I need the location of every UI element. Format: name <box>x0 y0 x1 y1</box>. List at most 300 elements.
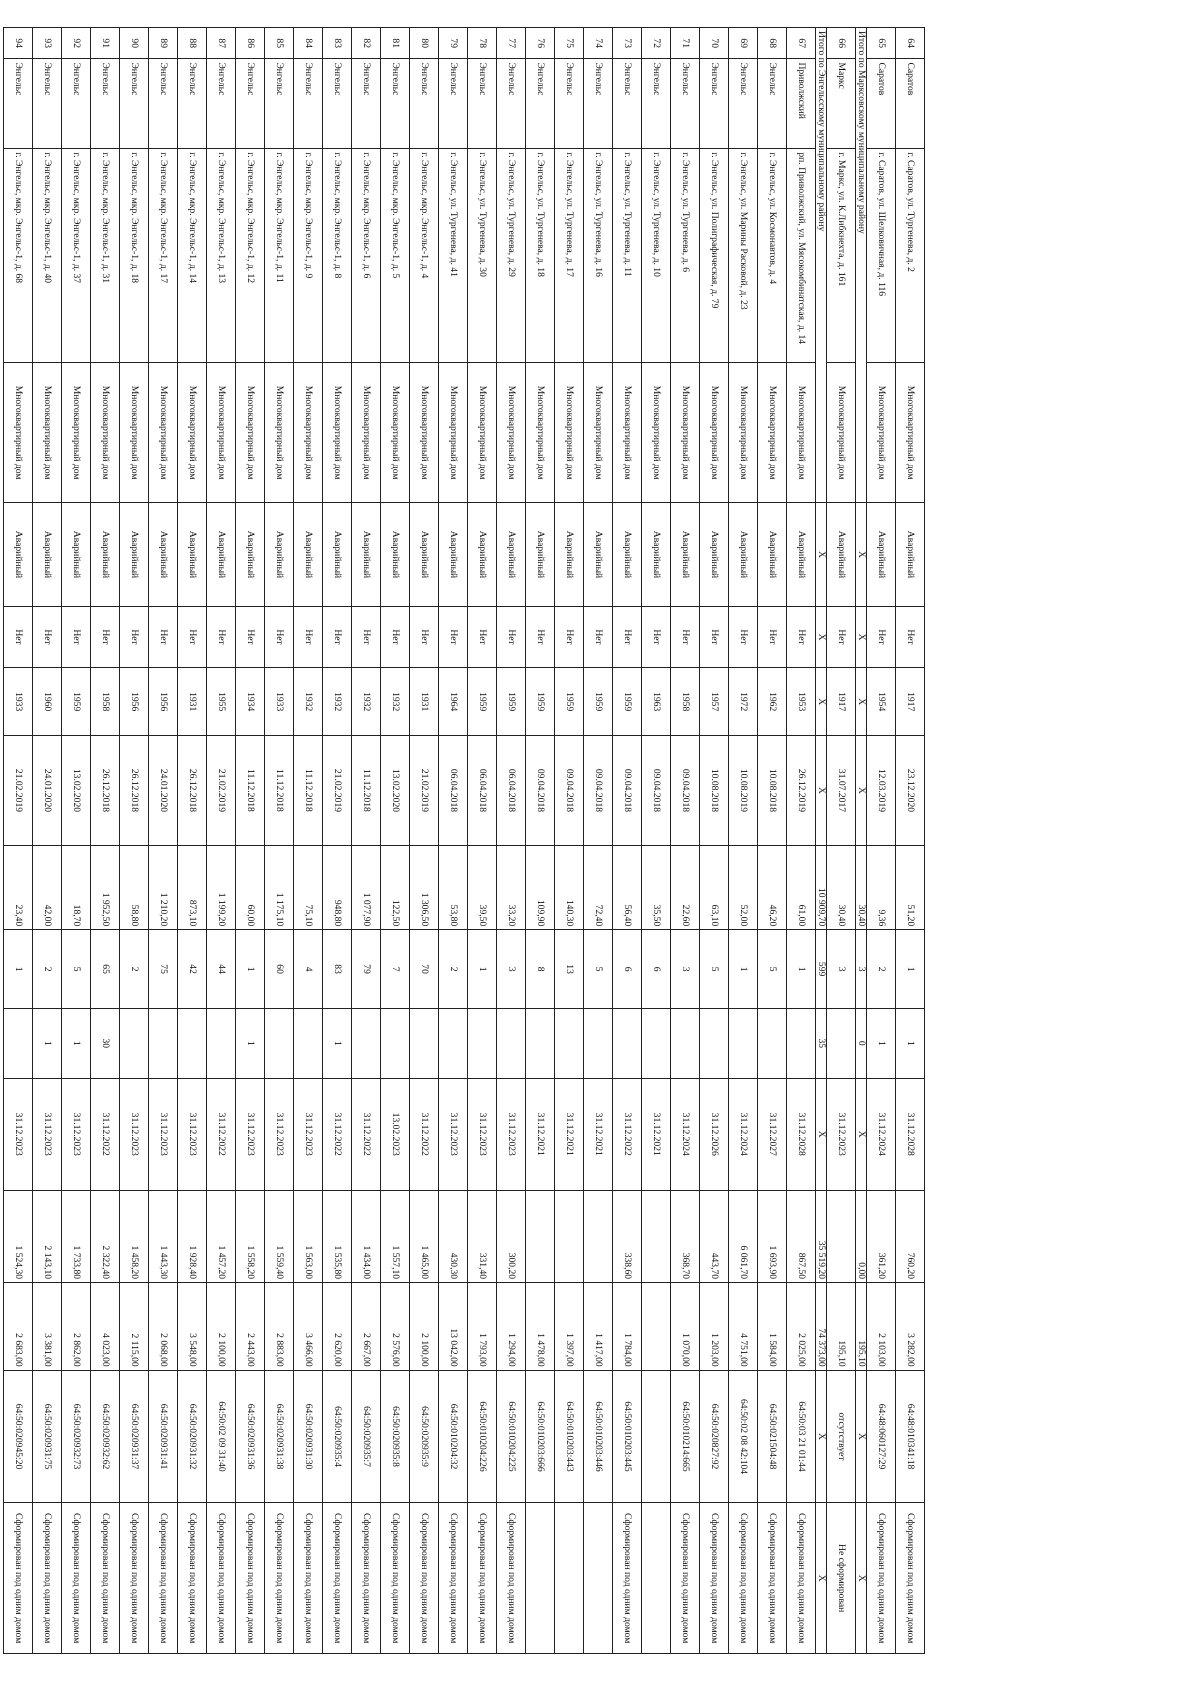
cell-building-type: Многоквартирный дом <box>867 362 896 502</box>
cell-land-status <box>641 1503 670 1654</box>
cell-address: г. Саратов, ул. Тургенева, д. 2 <box>896 149 925 363</box>
cell-address: г. Энгельс, мкр. Энгельс-1, д. 5 <box>380 149 409 363</box>
cell-status: Аварийный <box>583 503 612 606</box>
cell-area: 35,50 <box>641 846 670 930</box>
cell-row-number: 69 <box>728 28 757 59</box>
cell-relocation-date: 31.12.2023 <box>293 1078 322 1190</box>
rotated-document-page <box>12 27 925 1654</box>
cell-settlement: Энгельс <box>496 59 525 149</box>
cell-included-flag: Нет <box>32 606 61 668</box>
cell-included-flag: Нет <box>61 606 90 668</box>
cell-row-number: 90 <box>119 28 148 59</box>
cell-area-2: 1 443,30 <box>148 1190 177 1282</box>
cell-cadastral-number: 64:50:020945:20 <box>3 1370 32 1503</box>
cell-residents: 44 <box>206 930 235 1009</box>
cell-row-number: 72 <box>641 28 670 59</box>
cell-included-flag: Нет <box>438 606 467 668</box>
cell-status: Аварийный <box>612 503 641 606</box>
cell-relocation-date: 31.12.2024 <box>670 1078 699 1190</box>
cell-recognition-date: 26.12.2018 <box>177 735 206 845</box>
subtotal-cell-build-year: X <box>815 668 826 735</box>
cell-recognition-date: 09.04.2018 <box>641 735 670 845</box>
cell-row-number: 76 <box>525 28 554 59</box>
cell-build-year: 1933 <box>264 668 293 735</box>
cell-recognition-date: 13.02.2020 <box>61 735 90 845</box>
cell-cadastral-number: 64:50:010204:32 <box>438 1370 467 1503</box>
cell-settlement: Энгельс <box>409 59 438 149</box>
table-row <box>583 28 612 1654</box>
cell-owners <box>148 1008 177 1078</box>
cell-building-type: Многоквартирный дом <box>61 362 90 502</box>
cell-status: Аварийный <box>467 503 496 606</box>
cell-amount: 4 023,00 <box>90 1283 119 1371</box>
cell-land-status: Сформирован под одним домом <box>293 1503 322 1654</box>
cell-address: г. Энгельс, ул. Тургенева, д. 10 <box>641 149 670 363</box>
cell-included-flag: Нет <box>119 606 148 668</box>
cell-residents: 5 <box>583 930 612 1009</box>
cell-relocation-date: 31.12.2022 <box>322 1078 351 1190</box>
cell-residents: 3 <box>496 930 525 1009</box>
table-row <box>699 28 728 1654</box>
cell-owners <box>786 1008 815 1078</box>
cell-cadastral-number: 64:50:020931:30 <box>293 1370 322 1503</box>
table-row <box>826 28 855 1654</box>
cell-cadastral-number: 64:50:010204:225 <box>496 1370 525 1503</box>
cell-land-status: Сформирован под одним домом <box>496 1503 525 1654</box>
cell-status: Аварийный <box>90 503 119 606</box>
cell-address: г. Энгельс, мкр. Энгельс-1, д. 37 <box>61 149 90 363</box>
subtotal-cell-status: X <box>855 503 866 606</box>
cell-settlement: Энгельс <box>148 59 177 149</box>
cell-area: 948,80 <box>322 846 351 930</box>
cell-recognition-date: 21.02.2019 <box>3 735 32 845</box>
cell-status: Аварийный <box>867 503 896 606</box>
cell-relocation-date: 31.12.2023 <box>177 1078 206 1190</box>
cell-included-flag: Нет <box>699 606 728 668</box>
cell-area-2: 1 693,90 <box>757 1190 786 1282</box>
cell-land-status: Сформирован под одним домом <box>380 1503 409 1654</box>
table-row <box>177 28 206 1654</box>
cell-building-type: Многоквартирный дом <box>177 362 206 502</box>
cell-build-year: 1963 <box>641 668 670 735</box>
table-row <box>896 28 925 1654</box>
cell-area: 75,10 <box>293 846 322 930</box>
cell-settlement: Энгельс <box>583 59 612 149</box>
cell-address: г. Энгельс, мкр. Энгельс-1, д. 18 <box>119 149 148 363</box>
cell-build-year: 1932 <box>380 668 409 735</box>
cell-included-flag: Нет <box>554 606 583 668</box>
cell-area: 23,40 <box>3 846 32 930</box>
subtotal-cell-owners: 0 <box>855 1008 866 1078</box>
cell-build-year: 1959 <box>583 668 612 735</box>
cell-status: Аварийный <box>293 503 322 606</box>
cell-area: 63,10 <box>699 846 728 930</box>
cell-included-flag: Нет <box>409 606 438 668</box>
table-row <box>264 28 293 1654</box>
cell-area-2: 2 322,40 <box>90 1190 119 1282</box>
cell-residents: 2 <box>438 930 467 1009</box>
cell-address: г. Энгельс, мкр. Энгельс-1, д. 4 <box>409 149 438 363</box>
cell-building-type: Многоквартирный дом <box>554 362 583 502</box>
table-row <box>32 28 61 1654</box>
cell-cadastral-number: 64:50:020935:9 <box>409 1370 438 1503</box>
cell-recognition-date: 09.04.2018 <box>612 735 641 845</box>
cell-cadastral-number: 64:50:020931:41 <box>148 1370 177 1503</box>
cell-build-year: 1959 <box>61 668 90 735</box>
cell-address: г. Энгельс, мкр. Энгельс-1, д. 68 <box>3 149 32 363</box>
cell-recognition-date: 11.12.2018 <box>235 735 264 845</box>
cell-address: г. Энгельс, мкр. Энгельс-1, д. 31 <box>90 149 119 363</box>
cell-building-type: Многоквартирный дом <box>322 362 351 502</box>
cell-area: 60,00 <box>235 846 264 930</box>
cell-relocation-date: 31.12.2023 <box>496 1078 525 1190</box>
subtotal-cell-owners: 35 <box>815 1008 826 1078</box>
cell-address: г. Энгельс, ул. Тургенева, д. 17 <box>554 149 583 363</box>
cell-status: Аварийный <box>409 503 438 606</box>
cell-cadastral-number: 64:50:010204:226 <box>467 1370 496 1503</box>
subtotal-cell-area-2: 35 519,20 <box>815 1190 826 1282</box>
cell-settlement: Энгельс <box>351 59 380 149</box>
cell-land-status: Сформирован под одним домом <box>612 1503 641 1654</box>
cell-residents: 1 <box>235 930 264 1009</box>
cell-residents: 2 <box>119 930 148 1009</box>
cell-address: г. Энгельс, мкр. Энгельс-1, д. 17 <box>148 149 177 363</box>
cell-status: Аварийный <box>496 503 525 606</box>
cell-address: г. Энгельс, мкр. Энгельс-1, д. 13 <box>206 149 235 363</box>
cell-row-number: 89 <box>148 28 177 59</box>
cell-build-year: 1959 <box>554 668 583 735</box>
cell-area: 30,40 <box>826 846 855 930</box>
cell-land-status: Сформирован под одним домом <box>728 1503 757 1654</box>
cell-area: 1 306,50 <box>409 846 438 930</box>
cell-area: 140,30 <box>554 846 583 930</box>
cell-address: г. Саратов, ул. Шелковичная, д. 116 <box>867 149 896 363</box>
subtotal-label: Итого по Энгельсскому муниципальному району <box>815 28 826 503</box>
cell-settlement: Энгельс <box>728 59 757 149</box>
subtotal-cell-included-flag: X <box>815 606 826 668</box>
cell-land-status: Сформирован под одним домом <box>786 1503 815 1654</box>
cell-area-2: 1 457,20 <box>206 1190 235 1282</box>
cell-owners <box>612 1008 641 1078</box>
cell-relocation-date: 31.12.2023 <box>3 1078 32 1190</box>
cell-settlement: Энгельс <box>554 59 583 149</box>
table-row <box>554 28 583 1654</box>
cell-area: 1 199,20 <box>206 846 235 930</box>
cell-settlement: Энгельс <box>90 59 119 149</box>
cell-land-status: Сформирован под одним домом <box>322 1503 351 1654</box>
table-row <box>612 28 641 1654</box>
cell-build-year: 1972 <box>728 668 757 735</box>
cell-area: 33,20 <box>496 846 525 930</box>
cell-included-flag: Нет <box>206 606 235 668</box>
cell-amount: 1 793,00 <box>467 1283 496 1371</box>
cell-recognition-date: 06.04.2018 <box>496 735 525 845</box>
cell-row-number: 73 <box>612 28 641 59</box>
cell-land-status: Сформирован под одним домом <box>351 1503 380 1654</box>
table-row <box>641 28 670 1654</box>
cell-build-year: 1932 <box>351 668 380 735</box>
cell-build-year: 1958 <box>90 668 119 735</box>
cell-area: 58,80 <box>119 846 148 930</box>
cell-row-number: 88 <box>177 28 206 59</box>
cell-amount <box>641 1283 670 1371</box>
cell-address: г. Энгельс, мкр. Энгельс-1, д. 12 <box>235 149 264 363</box>
table-row <box>119 28 148 1654</box>
table-row <box>380 28 409 1654</box>
cell-building-type: Многоквартирный дом <box>264 362 293 502</box>
cell-owners <box>351 1008 380 1078</box>
cell-building-type: Многоквартирный дом <box>896 362 925 502</box>
table-row <box>90 28 119 1654</box>
cell-build-year: 1959 <box>496 668 525 735</box>
cell-row-number: 86 <box>235 28 264 59</box>
cell-area: 72,40 <box>583 846 612 930</box>
cell-building-type: Многоквартирный дом <box>148 362 177 502</box>
subtotal-cell-land-status: X <box>855 1503 866 1654</box>
cell-residents: 79 <box>351 930 380 1009</box>
cell-area: 51,20 <box>896 846 925 930</box>
cell-address: г. Энгельс, ул. Полиграфическая, д. 79 <box>699 149 728 363</box>
cell-status: Аварийный <box>757 503 786 606</box>
table-row <box>61 28 90 1654</box>
cell-building-type: Многоквартирный дом <box>757 362 786 502</box>
cell-area-2: 443,70 <box>699 1190 728 1282</box>
cell-relocation-date: 31.12.2023 <box>264 1078 293 1190</box>
cell-included-flag: Нет <box>148 606 177 668</box>
cell-building-type: Многоквартирный дом <box>670 362 699 502</box>
cell-address: г. Энгельс, мкр. Энгельс-1, д. 40 <box>32 149 61 363</box>
cell-amount: 3 548,00 <box>177 1283 206 1371</box>
cell-row-number: 75 <box>554 28 583 59</box>
cell-area-2 <box>826 1190 855 1282</box>
cell-area: 61,00 <box>786 846 815 930</box>
cell-amount: 1 070,00 <box>670 1283 699 1371</box>
cell-cadastral-number: 64:50:020931:37 <box>119 1370 148 1503</box>
cell-build-year: 1931 <box>177 668 206 735</box>
cell-amount: 4 751,00 <box>728 1283 757 1371</box>
cell-amount: 2 100,00 <box>409 1283 438 1371</box>
subtotal-cell-relocation-date: X <box>815 1078 826 1190</box>
cell-building-type: Многоквартирный дом <box>32 362 61 502</box>
cell-settlement: Энгельс <box>525 59 554 149</box>
cell-included-flag: Нет <box>728 606 757 668</box>
cell-status: Аварийный <box>728 503 757 606</box>
cell-relocation-date: 31.12.2022 <box>351 1078 380 1190</box>
cell-cadastral-number: 64:50:020931:38 <box>264 1370 293 1503</box>
subtotal-cell-cadastral-number: X <box>815 1370 826 1503</box>
cell-residents: 7 <box>380 930 409 1009</box>
cell-address: г. Энгельс, ул. Тургенева, д. 30 <box>467 149 496 363</box>
cell-area-2: 1 535,80 <box>322 1190 351 1282</box>
cell-settlement: Энгельс <box>61 59 90 149</box>
cell-area: 18,70 <box>61 846 90 930</box>
cell-residents: 5 <box>699 930 728 1009</box>
cell-row-number: 93 <box>32 28 61 59</box>
cell-land-status: Сформирован под одним домом <box>119 1503 148 1654</box>
cell-recognition-date: 12.03.2019 <box>867 735 896 845</box>
cell-settlement: Энгельс <box>206 59 235 149</box>
cell-build-year: 1933 <box>3 668 32 735</box>
cell-recognition-date: 11.12.2018 <box>351 735 380 845</box>
cell-building-type: Многоквартирный дом <box>583 362 612 502</box>
table-row <box>728 28 757 1654</box>
cell-area-2: 1 563,00 <box>293 1190 322 1282</box>
cell-building-type: Многоквартирный дом <box>496 362 525 502</box>
cell-area: 53,80 <box>438 846 467 930</box>
table-row <box>496 28 525 1654</box>
cell-included-flag: Нет <box>467 606 496 668</box>
cell-build-year: 1955 <box>206 668 235 735</box>
cell-recognition-date: 26.12.2019 <box>786 735 815 845</box>
subtotal-cell-residents: 599 <box>815 930 826 1009</box>
cell-area: 109,90 <box>525 846 554 930</box>
cell-row-number: 82 <box>351 28 380 59</box>
cell-row-number: 92 <box>61 28 90 59</box>
cell-row-number: 77 <box>496 28 525 59</box>
cell-amount: 2 443,00 <box>235 1283 264 1371</box>
cell-status: Аварийный <box>641 503 670 606</box>
subtotal-cell-land-status: X <box>815 1503 826 1654</box>
cell-owners <box>380 1008 409 1078</box>
cell-address: г. Энгельс, мкр. Энгельс-1, д. 9 <box>293 149 322 363</box>
cell-address: г. Энгельс, ул. Тургенева, д. 16 <box>583 149 612 363</box>
cell-cadastral-number: 64:50:010203:666 <box>525 1370 554 1503</box>
cell-owners <box>525 1008 554 1078</box>
cell-building-type: Многоквартирный дом <box>293 362 322 502</box>
subtotal-cell-amount: 195,10 <box>855 1283 866 1371</box>
cell-area-2: 331,40 <box>467 1190 496 1282</box>
cell-recognition-date: 23.12.2020 <box>896 735 925 845</box>
cell-included-flag: Нет <box>496 606 525 668</box>
cell-recognition-date: 09.04.2018 <box>525 735 554 845</box>
cell-residents: 13 <box>554 930 583 1009</box>
cell-build-year: 1959 <box>467 668 496 735</box>
cell-cadastral-number: 64:50:010203:443 <box>554 1370 583 1503</box>
cell-build-year: 1958 <box>670 668 699 735</box>
cell-included-flag: Нет <box>293 606 322 668</box>
cell-land-status: Сформирован под одним домом <box>206 1503 235 1654</box>
table-row <box>148 28 177 1654</box>
cell-area: 46,20 <box>757 846 786 930</box>
cell-recognition-date: 11.12.2018 <box>293 735 322 845</box>
cell-row-number: 67 <box>786 28 815 59</box>
cell-cadastral-number: 64:50:010203:445 <box>612 1370 641 1503</box>
cell-cadastral-number: 64:50:02 09 31:40 <box>206 1370 235 1503</box>
cell-cadastral-number: 64:50:021504:48 <box>757 1370 786 1503</box>
cell-area-2: 368,70 <box>670 1190 699 1282</box>
cell-owners <box>699 1008 728 1078</box>
table-row <box>867 28 896 1654</box>
cell-area-2: 1 733,80 <box>61 1190 90 1282</box>
cell-amount: 2 883,00 <box>264 1283 293 1371</box>
cell-owners <box>826 1008 855 1078</box>
cell-land-status: Сформирован под одним домом <box>177 1503 206 1654</box>
cell-included-flag: Нет <box>380 606 409 668</box>
cell-cadastral-number: 64:50:010203:446 <box>583 1370 612 1503</box>
cell-amount: 2 103,00 <box>867 1283 896 1371</box>
cell-cadastral-number: 64:50:010214:665 <box>670 1370 699 1503</box>
cell-address: г. Энгельс, ул. Тургенева, д. 29 <box>496 149 525 363</box>
cell-row-number: 70 <box>699 28 728 59</box>
table-row <box>670 28 699 1654</box>
cell-relocation-date: 31.12.2028 <box>896 1078 925 1190</box>
cell-relocation-date: 31.12.2023 <box>235 1078 264 1190</box>
cell-build-year: 1932 <box>293 668 322 735</box>
cell-area: 1 210,20 <box>148 846 177 930</box>
cell-amount: 2 068,00 <box>148 1283 177 1371</box>
table-row <box>3 28 32 1654</box>
subtotal-cell-amount: 74 373,00 <box>815 1283 826 1371</box>
cell-included-flag: Нет <box>786 606 815 668</box>
cell-status: Аварийный <box>61 503 90 606</box>
cell-status: Аварийный <box>148 503 177 606</box>
cell-building-type: Многоквартирный дом <box>90 362 119 502</box>
subtotal-cell-residents: 3 <box>855 930 866 1009</box>
cell-relocation-date: 31.12.2021 <box>554 1078 583 1190</box>
cell-amount: 13 042,00 <box>438 1283 467 1371</box>
cell-settlement: Энгельс <box>467 59 496 149</box>
cell-land-status: Сформирован под одним домом <box>699 1503 728 1654</box>
cell-building-type: Многоквартирный дом <box>235 362 264 502</box>
cell-area: 122,50 <box>380 846 409 930</box>
cell-settlement: Энгельс <box>612 59 641 149</box>
cell-relocation-date: 31.12.2022 <box>90 1078 119 1190</box>
cell-land-status: Сформирован под одним домом <box>3 1503 32 1654</box>
cell-status: Аварийный <box>438 503 467 606</box>
cell-owners <box>728 1008 757 1078</box>
cell-area: 39,50 <box>467 846 496 930</box>
cell-row-number: 74 <box>583 28 612 59</box>
table-row <box>438 28 467 1654</box>
cell-recognition-date: 09.04.2018 <box>554 735 583 845</box>
cell-cadastral-number: 64:50:020827:92 <box>699 1370 728 1503</box>
cell-address: г. Энгельс, мкр. Энгельс-1, д. 8 <box>322 149 351 363</box>
cell-build-year: 1957 <box>699 668 728 735</box>
cell-row-number: 80 <box>409 28 438 59</box>
cell-address: г. Энгельс, ул. Космонавтов, д. 4 <box>757 149 786 363</box>
subtotal-cell-recognition-date: X <box>815 735 826 845</box>
cell-build-year: 1956 <box>148 668 177 735</box>
cell-settlement: Энгельс <box>177 59 206 149</box>
cell-address: г. Энгельс, мкр. Энгельс-1, д. 11 <box>264 149 293 363</box>
cell-owners <box>670 1008 699 1078</box>
cell-owners <box>3 1008 32 1078</box>
cell-row-number: 85 <box>264 28 293 59</box>
cell-area-2: 1 465,00 <box>409 1190 438 1282</box>
cell-land-status: Сформирован под одним домом <box>896 1503 925 1654</box>
cell-residents: 6 <box>612 930 641 1009</box>
table-row <box>293 28 322 1654</box>
cell-relocation-date: 31.12.2026 <box>699 1078 728 1190</box>
cell-cadastral-number: 64:50:03 21 01:44 <box>786 1370 815 1503</box>
table-row <box>235 28 264 1654</box>
cell-included-flag: Нет <box>670 606 699 668</box>
cell-area-2 <box>583 1190 612 1282</box>
cell-settlement: Энгельс <box>293 59 322 149</box>
cell-residents: 65 <box>90 930 119 1009</box>
cell-status: Аварийный <box>235 503 264 606</box>
cell-address: г. Энгельс, ул. Тургенева, д. 6 <box>670 149 699 363</box>
cell-included-flag: Нет <box>612 606 641 668</box>
cell-area: 42,00 <box>32 846 61 930</box>
cell-settlement: Энгельс <box>3 59 32 149</box>
cell-recognition-date: 13.02.2020 <box>380 735 409 845</box>
cell-amount: 1 784,00 <box>612 1283 641 1371</box>
cell-land-status: Сформирован под одним домом <box>235 1503 264 1654</box>
cell-area: 9,36 <box>867 846 896 930</box>
cell-owners <box>641 1008 670 1078</box>
cell-cadastral-number: 64:50:020932:62 <box>90 1370 119 1503</box>
